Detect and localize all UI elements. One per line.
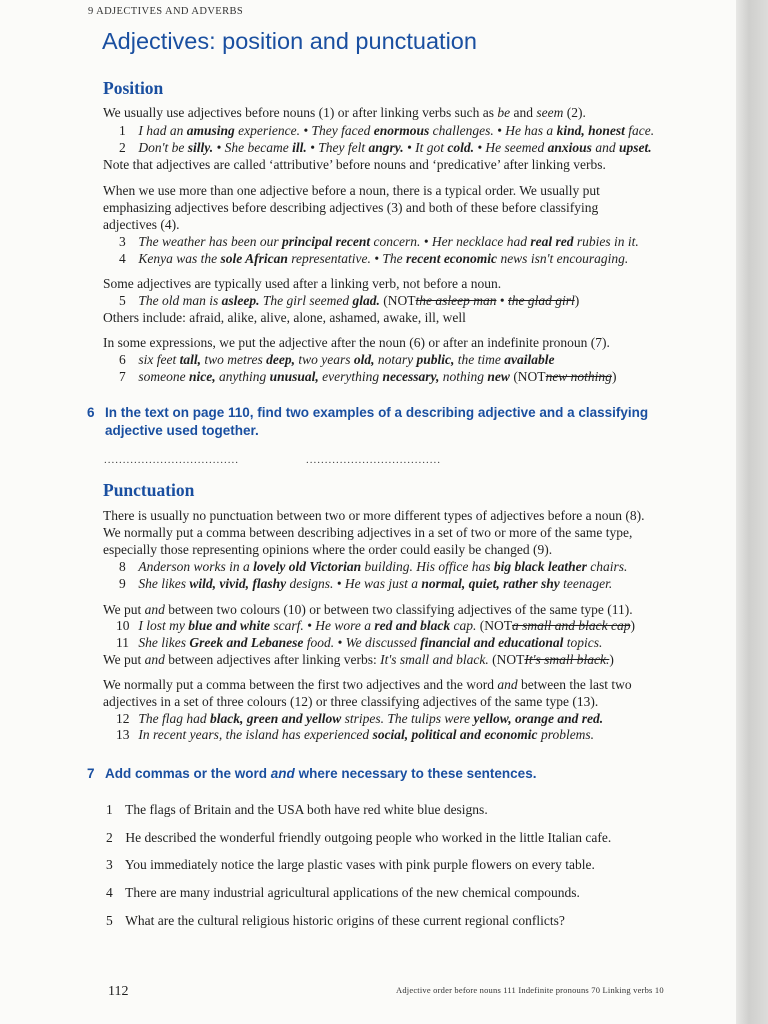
punctuation-paragraph-4-line-2: adjectives in a set of three colours (12) or three classifying adjectives of the same type (13). xyxy=(103,694,599,709)
position-paragraph-5: Others include: afraid, alike, alive, alone, ashamed, awake, ill, well xyxy=(103,310,466,325)
page-number: 112 xyxy=(108,984,129,999)
position-paragraph-2: Note that adjectives are called ‘attributive’ before nouns and ‘predicative’ after linking verbs. xyxy=(103,157,606,172)
example-3: 3 The weather has been our principal recent concern. • Her necklace had real red rubies in it. xyxy=(119,234,639,249)
exercise-7-item-2[interactable]: 2 He described the wonderful friendly outgoing people who worked in the little Italian cafe. xyxy=(106,830,612,845)
cross-references[interactable]: Adjective order before nouns 111 Indefinite pronouns 70 Linking verbs 10 xyxy=(396,985,664,995)
exercise-6-number: 6 xyxy=(87,405,95,420)
section-heading-position: Position xyxy=(103,78,164,98)
exercise-6-answer-blank-1[interactable]: .................................... xyxy=(104,454,239,466)
position-paragraph-3-line-2: emphasizing adjectives before describing adjectives (3) and both of these before classifying xyxy=(103,200,599,215)
punctuation-paragraph-1-line-1: There is usually no punctuation between two or more different types of adjectives before a noun (8). xyxy=(103,508,645,523)
punctuation-paragraph-2: We put and between two colours (10) or between two classifying adjectives of the same type (11). xyxy=(103,602,633,617)
exercise-7-item-4[interactable]: 4 There are many industrial agricultural applications of the new chemical compounds. xyxy=(106,885,580,900)
example-10: 10 I lost my blue and white scarf. • He wore a red and black cap. (NOTa small and black cap) xyxy=(116,618,635,633)
example-8: 8 Anderson works in a lovely old Victorian building. His office has big black leather chairs. xyxy=(119,559,628,574)
chapter-header: 9 ADJECTIVES AND ADVERBS xyxy=(88,6,244,17)
example-6: 6 six feet tall, two metres deep, two years old, notary public, the time available xyxy=(119,352,555,367)
example-2: 2 Don't be silly. • She became ill. • They felt angry. • It got cold. • He seemed anxious and upset. xyxy=(119,140,652,155)
exercise-7-instruction: Add commas or the word and where necessary to these sentences. xyxy=(105,766,537,781)
example-1: 1 I had an amusing experience. • They faced enormous challenges. • He has a kind, honest face. xyxy=(119,123,655,138)
exercise-7-number: 7 xyxy=(87,766,95,781)
example-5: 5 The old man is asleep. The girl seemed glad. (NOTthe asleep man • the glad girl) xyxy=(119,293,580,308)
example-13: 13 In recent years, the island has experienced social, political and economic problems. xyxy=(116,727,595,742)
exercise-7-item-5[interactable]: 5 What are the cultural religious historic origins of these current regional conflicts? xyxy=(106,913,565,928)
example-9: 9 She likes wild, vivid, flashy designs. • He was just a normal, quiet, rather shy teenager. xyxy=(119,576,613,591)
exercise-6-answer-blank-2[interactable]: .................................... xyxy=(306,454,441,466)
punctuation-paragraph-1-line-3: especially those representing opinions where the order could easily be changed (9). xyxy=(103,542,553,557)
position-paragraph-3-line-1: When we use more than one adjective before a noun, there is a typical order. We usually put xyxy=(103,183,600,198)
punctuation-paragraph-4-line-1: We normally put a comma between the first two adjectives and the word and between the last two xyxy=(103,677,632,692)
position-paragraph-3-line-3: adjectives (4). xyxy=(103,217,180,232)
position-paragraph-6: In some expressions, we put the adjective after the noun (6) or after an indefinite pronoun (7). xyxy=(103,335,610,350)
example-4: 4 Kenya was the sole African representative. • The recent economic news isn't encouraging. xyxy=(119,251,629,266)
position-paragraph-1: We usually use adjectives before nouns (1) or after linking verbs such as be and seem (2). xyxy=(103,105,586,120)
exercise-6-instruction-line-2: adjective used together. xyxy=(105,423,259,438)
exercise-6-instruction-line-1: In the text on page 110, find two examples of a describing adjective and a classifying xyxy=(105,405,649,420)
example-11: 11 She likes Greek and Lebanese food. • We discussed financial and educational topics. xyxy=(116,635,603,650)
page-edge-shadow xyxy=(736,0,768,1024)
example-7: 7 someone nice, anything unusual, everything necessary, nothing new (NOTnew nothing) xyxy=(119,369,617,384)
exercise-7-item-1[interactable]: 1 The flags of Britain and the USA both have red white blue designs. xyxy=(106,802,488,817)
punctuation-paragraph-1-line-2: We normally put a comma between describing adjectives in a set of two or more of the same type, xyxy=(103,525,633,540)
position-paragraph-4: Some adjectives are typically used after a linking verb, not before a noun. xyxy=(103,276,502,291)
example-12: 12 The flag had black, green and yellow stripes. The tulips were yellow, orange and red. xyxy=(116,711,604,726)
punctuation-paragraph-3: We put and between adjectives after linking verbs: It's small and black. (NOTIt's small black.) xyxy=(103,652,614,667)
section-heading-punctuation: Punctuation xyxy=(103,480,195,500)
page-title: Adjectives: position and punctuation xyxy=(102,28,477,54)
exercise-7-item-3[interactable]: 3 You immediately notice the large plastic vases with pink purple flowers on every table. xyxy=(106,857,595,872)
